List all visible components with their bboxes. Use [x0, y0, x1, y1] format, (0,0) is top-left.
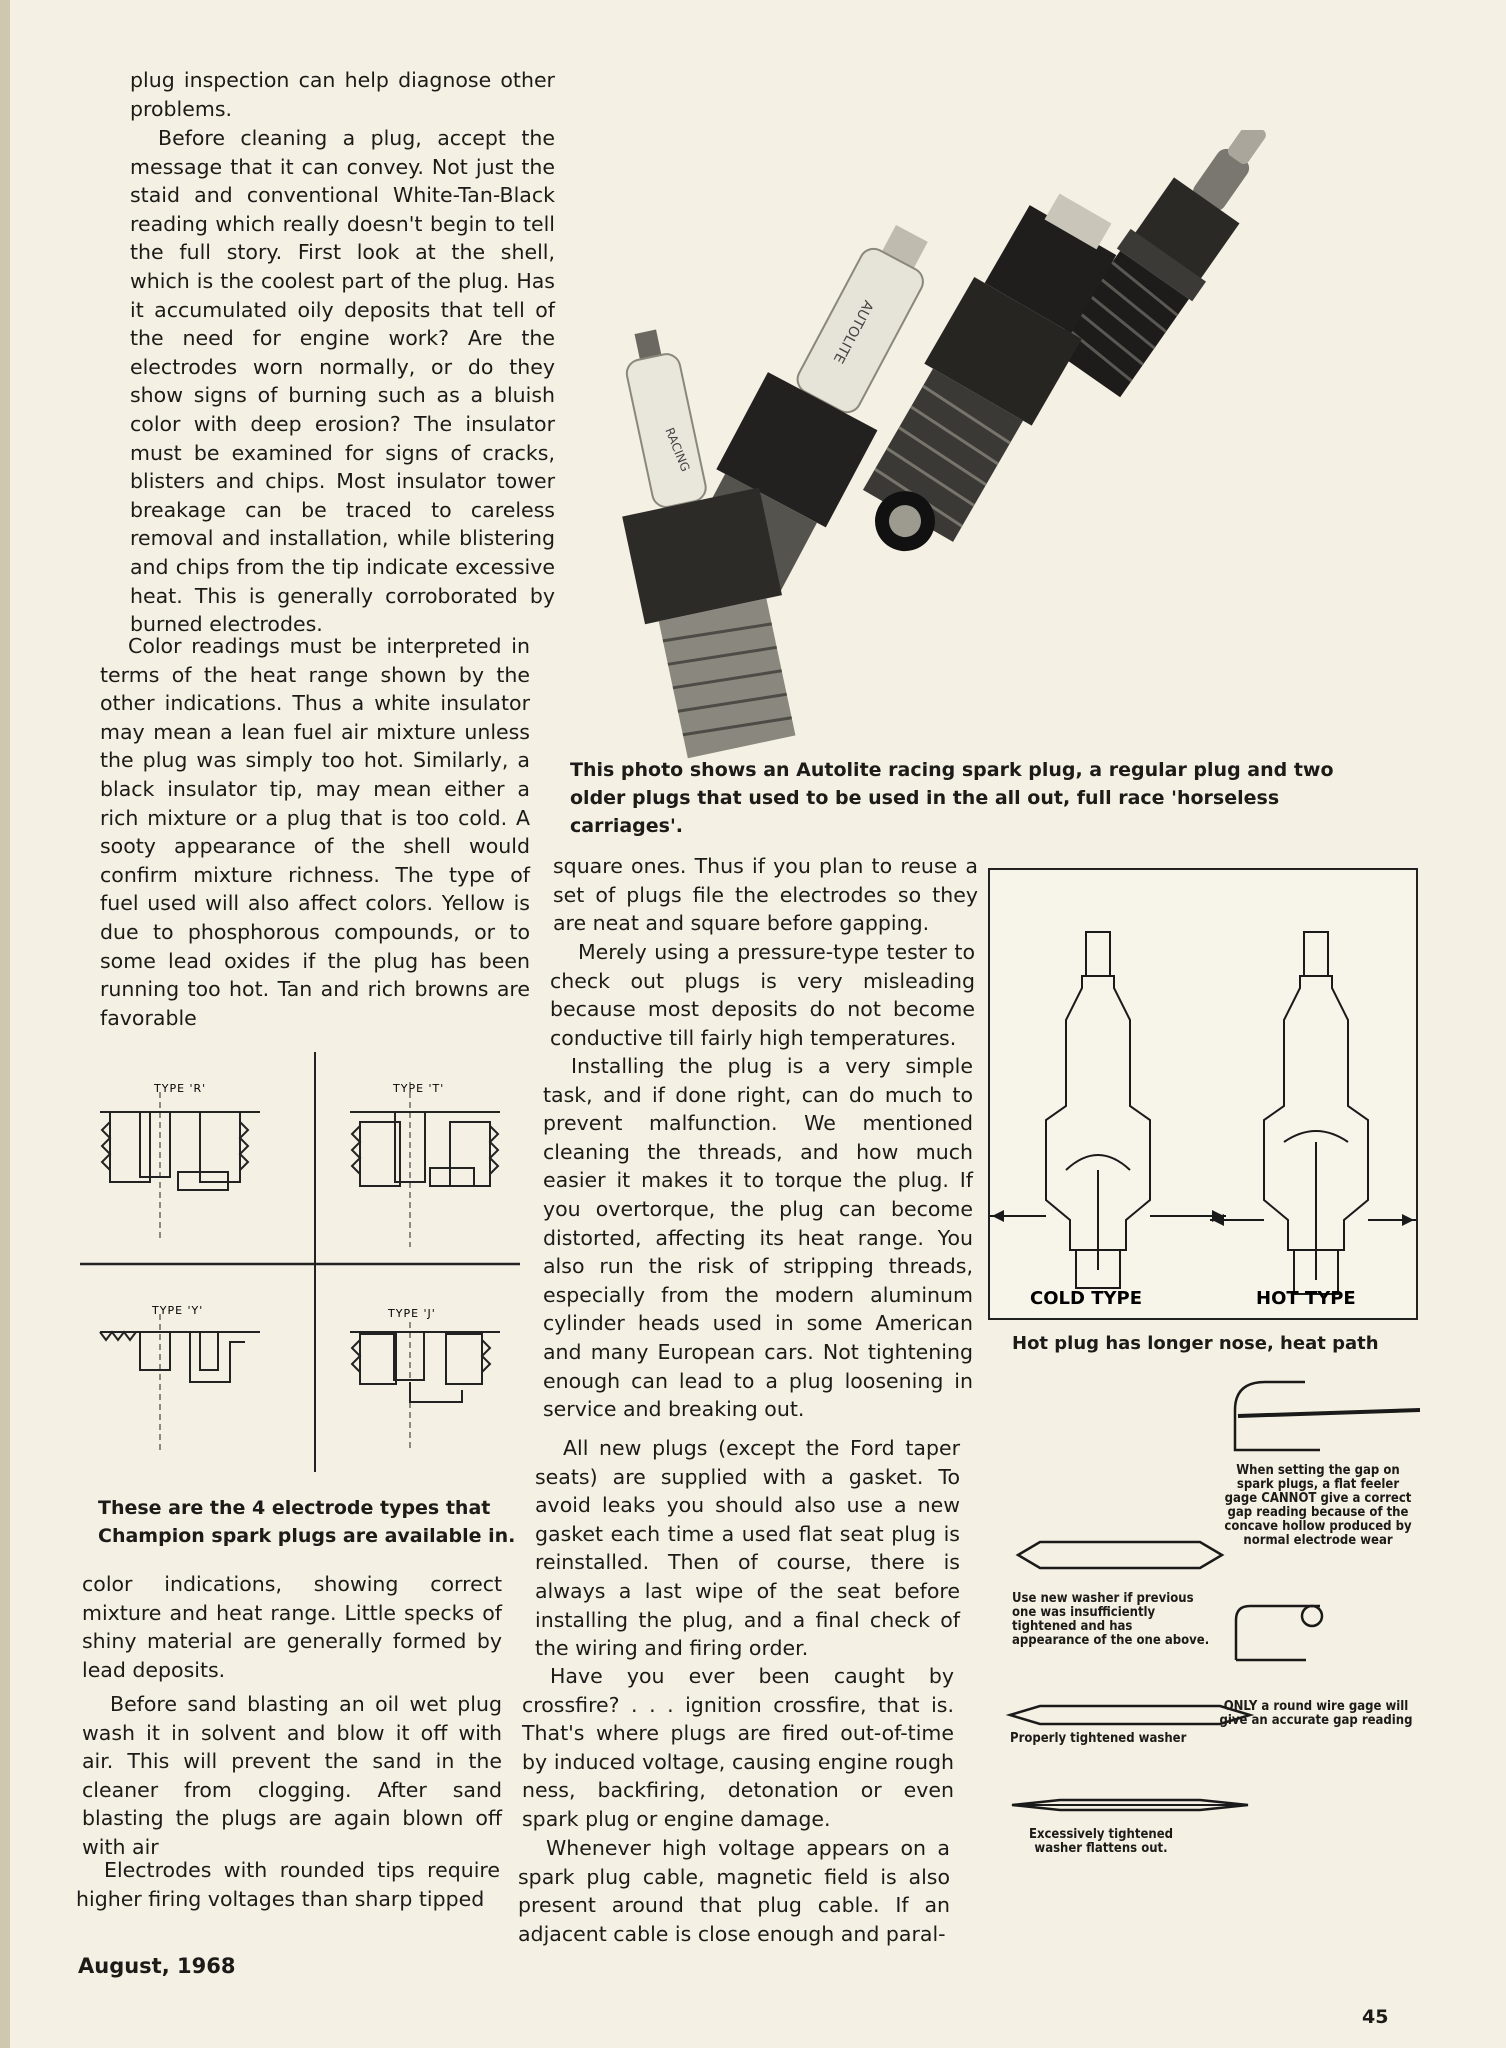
proper-washer-note: Properly tightened washer [1010, 1731, 1187, 1746]
type-j-label: TYPE 'J' [388, 1307, 436, 1320]
cold-type-label: COLD TYPE [1030, 1288, 1142, 1309]
type-t-label: TYPE 'T' [393, 1082, 445, 1095]
heat-range-figure [988, 868, 1418, 1320]
col2-paragraph-3: Installing the plug is a very simple task, and if done right, can do much to prevent malfunction. We mentioned cleaning the threads, and how much easier it makes it to torque the plug. If you overtorque, the plug can become distorted, affecting its heat range. You also run the risk of stripping threads, especially from the modern aluminum cylinder heads used in some American and many European cars. Not tightening enough can lead to a plug loosening in service and breaking out. [543, 1054, 973, 1422]
col2-paragraph-4: All new plugs (except the Ford taper seats) are supplied with a gasket. To avoid leaks you should also use a new gasket each time a used flat seat plug is reinstalled. Then of course, there is always a last wipe of the seat before installing the plug, and a final check of the wiring and firing order. [535, 1436, 960, 1661]
new-washer-note: Use new washer if previous one was insufficiently tightened and has appearance of the one above. [1012, 1591, 1210, 1648]
heat-range-caption: Hot plug has longer nose, heat path [1012, 1333, 1379, 1354]
page-number: 45 [1362, 2006, 1389, 2028]
col1-paragraph-4: color indications, showing correct mixture and heat range. Little specks of shiny material are generally formed by lead deposits. [82, 1572, 502, 1682]
type-r-label: TYPE 'R' [154, 1082, 207, 1095]
col1-paragraph-2: Before cleaning a plug, accept the message that it can convey. Not just the staid and conventional White-Tan-Black reading which really doesn't begin to tell the full story. First look at the shell, which is the coolest part of the plug. Has it accumulated oily deposits that tell of the need for engine work? Are the electrodes worn normally, or do they show signs of burning such as a bluish color with deep erosion? The insulator must be examined for signs of cracks, blisters and chips. Most insulator tower breakage can be traced to careless removal and installation, while blistering and chips from the tip indicate excessive heat. This is generally corroborated by burned electrodes. [130, 126, 555, 637]
issue-date: August, 1968 [78, 1954, 236, 1978]
photo-caption: This photo shows an Autolite racing spark plug, a regular plug and two older plugs that used to be used in the all out, full race 'horseless carriages'. [570, 759, 1334, 837]
hot-type-label: HOT TYPE [1256, 1288, 1356, 1309]
col1-paragraph-6: Electrodes with rounded tips require higher firing voltages than sharp tipped [76, 1858, 500, 1911]
electrode-types-figure [80, 1052, 520, 1472]
page-binding-edge [0, 0, 10, 2048]
photo-label-racing: RACING [662, 425, 693, 474]
heat-range-diagram [990, 870, 1416, 1318]
col2-paragraph-6: Whenever high voltage appears on a spark plug cable, magnetic field is also present around that plug cable. If an adjacent cable is close enough and paral- [518, 1836, 950, 1946]
flat-feeler-gage-note: When setting the gap on spark plugs, a flat feeler gage CANNOT give a correct gap reading because of the concave hollow produced by normal electrode wear [1224, 1463, 1412, 1548]
excessive-washer-note: Excessively tightened washer flattens out. [1028, 1827, 1174, 1856]
spark-plug-photo [568, 130, 1378, 770]
col1-paragraph-1: plug inspection can help diagnose other problems. [130, 68, 555, 121]
type-y-label: TYPE 'Y' [152, 1304, 204, 1317]
round-wire-gage-note: ONLY a round wire gage will give an accurate gap reading [1219, 1699, 1413, 1728]
col2-paragraph-2: Merely using a pressure-type tester to check out plugs is very misleading because most deposits do not become conductive till fairly high temperatures. [550, 940, 975, 1050]
col1-paragraph-3: Color readings must be interpreted in terms of the heat range shown by the other indications. Thus a white insulator may mean a lean fuel air mixture unless the plug was simply too hot. Similarly, a black insulator tip, may mean either a rich mixture or a plug that is too cold. A sooty appearance of the shell would confirm mixture richness. The type of fuel used will also affect colors. Yellow is due to phosphorous compounds, or to some lead oxides if the plug has been running too hot. Tan and rich browns are favorable [100, 634, 530, 1030]
col1-paragraph-5: Before sand blasting an oil wet plug wash it in solvent and blow it off with air. This will prevent the sand in the cleaner from clogging. After sand blasting the plugs are again blown off with air [82, 1692, 502, 1859]
photo-label-autolite-1: AUTOLITE [829, 297, 877, 366]
electrode-types-caption: These are the 4 electrode types that Champion spark plugs are available in. [98, 1497, 516, 1547]
col2-paragraph-1: square ones. Thus if you plan to reuse a set of plugs file the electrodes so they are neat and square before gapping. [553, 854, 978, 936]
col2-paragraph-5: Have you ever been caught by crossfire? . . . ignition crossfire, that is. That's where plugs are fired out-of-time by induced voltage, causing engine rough ness, backfiring, detonation or even spark plug or engine damage. [522, 1664, 954, 1831]
